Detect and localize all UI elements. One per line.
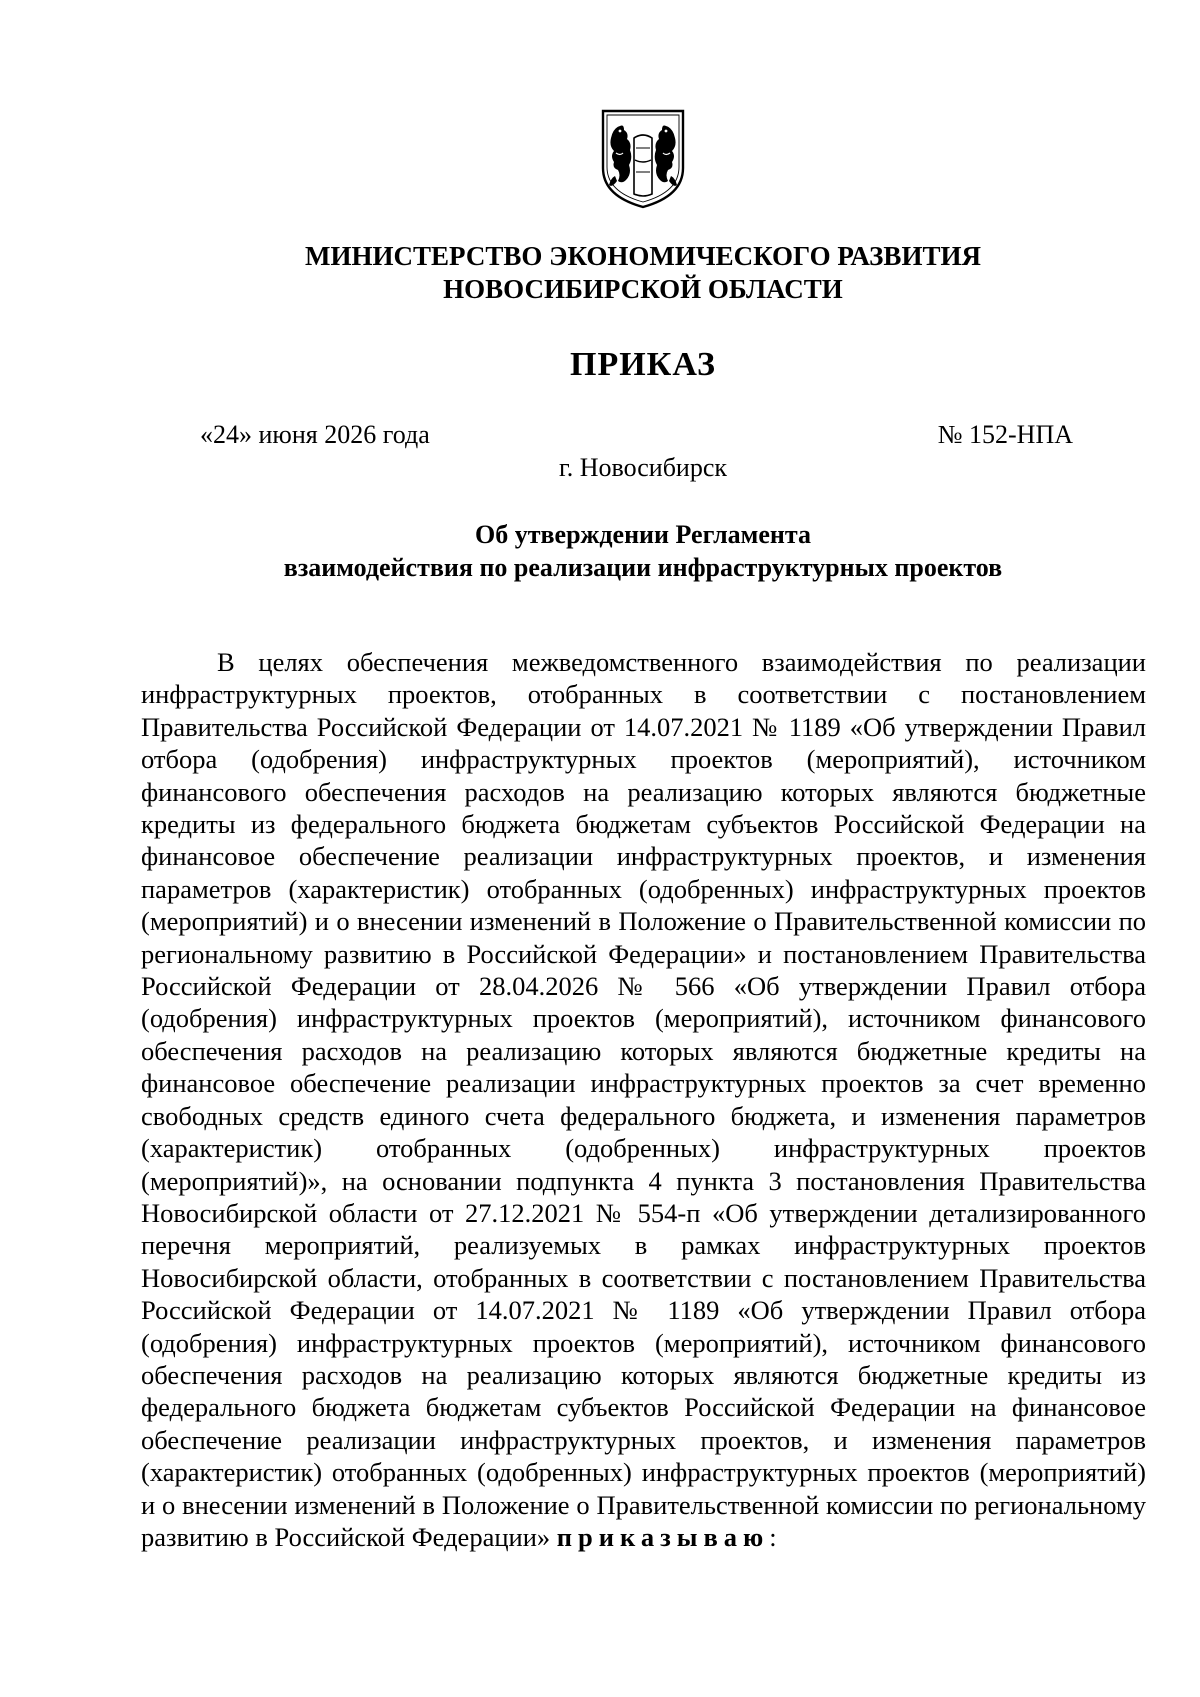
order-date: «24» июня 2026 года: [200, 420, 430, 449]
order-city: г. Новосибирск: [558, 453, 728, 482]
order-subject-line2: взаимодействия по реализации инфраструктурных проектов: [283, 553, 1003, 582]
ministry-name-line2: НОВОСИБИРСКОЙ ОБЛАСТИ: [443, 274, 843, 304]
order-word: приказываю: [556, 1521, 770, 1552]
order-number: № 152-НПА: [937, 420, 1073, 449]
order-subject-line1: Об утверждении Регламента: [475, 520, 811, 549]
preamble-text: В целях обеспечения межведомственного взаимодействия по реализации инфраструктурных проектов, отобранных в соответствии с постановлением Правительства Российской Федерации от 14.07.2021 № 1189 «Об утверждении Правил отбора (одобрения) инфраструктурных проектов (мероприятий), источником финансового обеспечения расходов на реализацию которых являются бюджетные кредиты из федерального бюджета бюджетам субъектов Российской Федерации на финансовое обеспечение реализации инфраструктурных проектов, и изменения параметров (характеристик) отобранных (одобренных) инфраструктурных проектов (мероприятий) и о внесении изменений в Положение о Правительственной комиссии по региональному развитию в Российской Федерации» и постановлением Правительства Российской Федерации от 28.04.2026 № 566 «Об утверждении Правил отбора (одобрения) инфраструктурных проектов (мероприятий), источником финансового обеспечения расходов на реализацию которых являются бюджетные кредиты на финансовое обеспечение реализации инфраструктурных проектов за счет временно свободных средств единого счета федерального бюджета, и изменения параметров (характеристик) отобранных (одобренных) инфраструктурных проектов (мероприятий)», на основании подпункта 4 пункта 3 постановления Правительства Новосибирской области от 27.12.2021 № 554-п «Об утверждении детализированного перечня мероприятий, реализуемых в рамках инфраструктурных проектов Новосибирской области, отобранных в соответствии с постановлением Правительства Российской Федерации от 14.07.2021 № 1189 «Об утверждении Правил отбора (одобрения) инфраструктурных проектов (мероприятий), источником финансового обеспечения расходов на реализацию которых являются бюджетные кредиты из федерального бюджета бюджетам субъектов Российской Федерации на финансовое обеспечение реализации инфраструктурных проектов, и изменения параметров (характеристик) отобранных (одобренных) инфраструктурных проектов (мероприятий) и о внесении изменений в Положение о Правительственной комиссии по региональному развитию в Российской Федерации»: [141, 647, 1146, 1552]
order-colon: :: [769, 1521, 777, 1552]
coat-of-arms-icon: [600, 108, 686, 210]
preamble-paragraph: [141, 646, 1146, 1553]
order-subject: [140, 518, 1146, 584]
ministry-name-line1: МИНИСТЕРСТВО ЭКОНОМИЧЕСКОГО РАЗВИТИЯ: [305, 241, 981, 271]
document-type-title: ПРИКАЗ: [570, 346, 716, 383]
ministry-name: [140, 240, 1146, 306]
